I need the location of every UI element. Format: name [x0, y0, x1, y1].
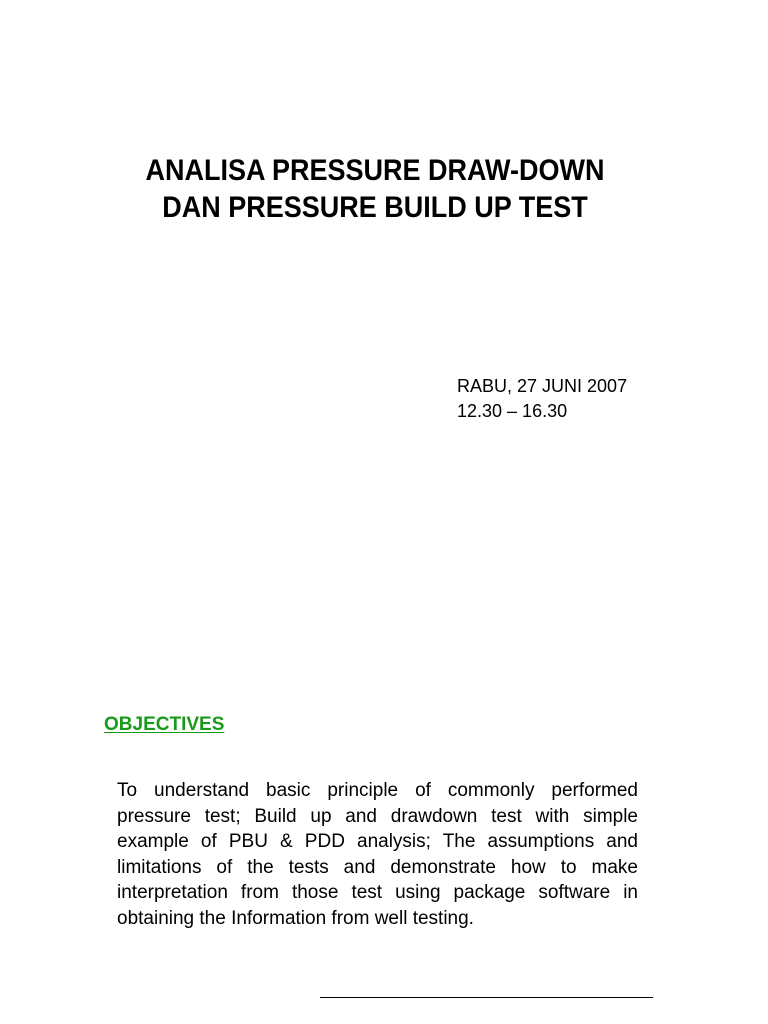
time-text: 12.30 – 16.30 [457, 401, 568, 421]
objectives-paragraph: To understand basic principle of commonly performed pressure test; Build up and drawdown test with simple example of PBU & PDD analysis; The assumptions and limitations of the tests and demonstrate how to make interpretation from those test using package software in obtaining the Information from well testing. [117, 780, 638, 929]
objectives-heading: OBJECTIVES [104, 714, 225, 735]
document-title [38, 152, 713, 226]
date-text: RABU, 27 JUNI 2007 [457, 376, 628, 396]
date-block [457, 374, 627, 424]
title-line-1: ANALISA PRESSURE DRAW-DOWN [145, 154, 605, 187]
footer-divider [320, 997, 653, 998]
title-line-2: DAN PRESSURE BUILD UP TEST [162, 191, 588, 224]
